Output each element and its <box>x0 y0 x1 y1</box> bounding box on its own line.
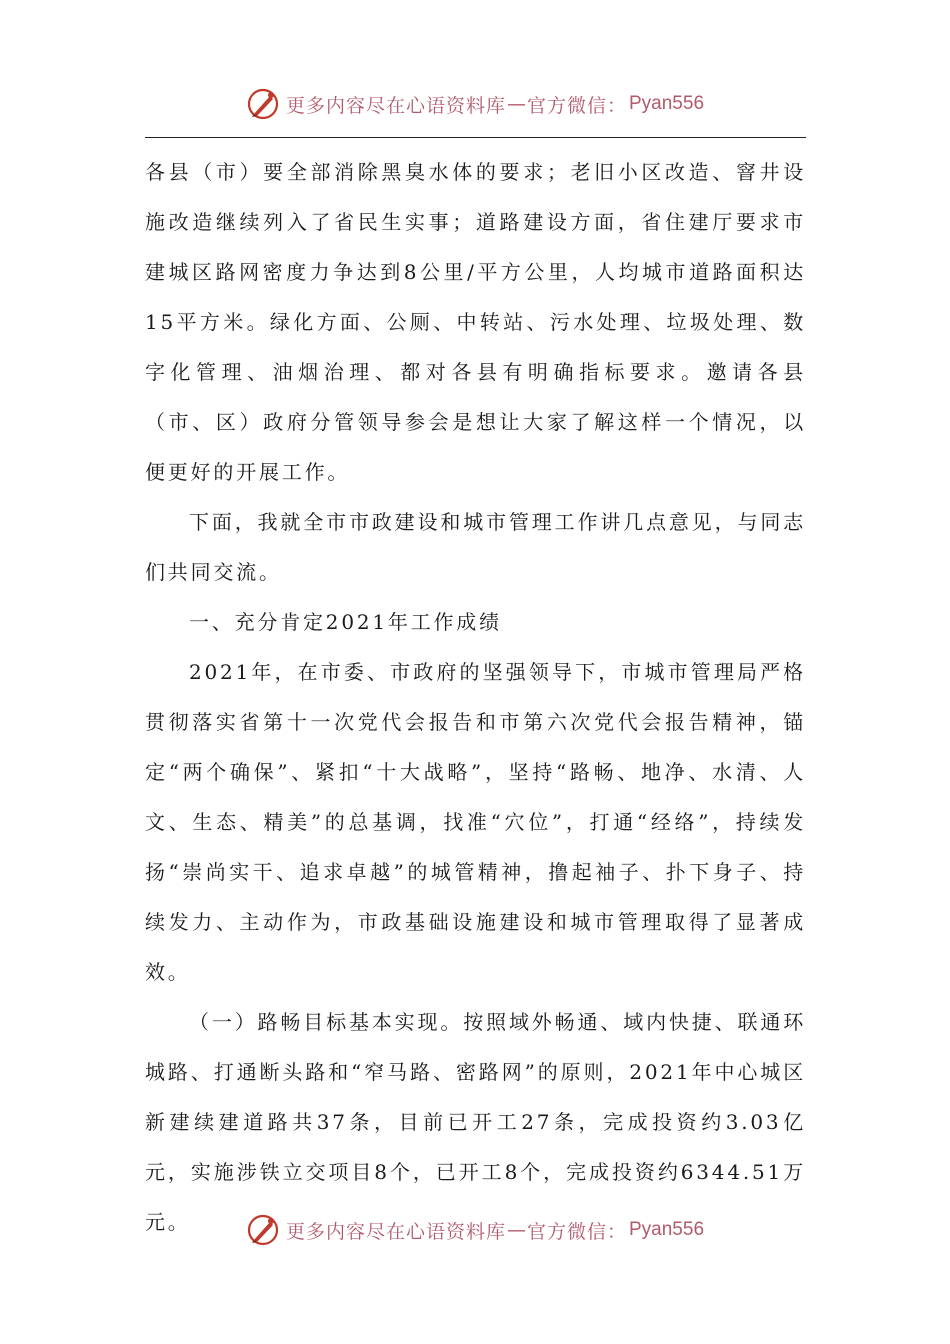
paragraph-4: （一）路畅目标基本实现。按照域外畅通、域内快捷、联通环城路、打通断头路和“窄马路、密路网”的原则，2021年中心城区新建续建道路共37条，目前已开工27条，完成投资约3.03亿元，实施涉铁立交项目8个，已开工8个，完成投资约6344.51万元。 <box>145 1010 806 1234</box>
document-body <box>145 147 806 1247</box>
paragraph-3: 2021年，在市委、市政府的坚强领导下，市城市管理局严格贯彻落实省第十一次党代会报告和市第六次党代会报告精神，锚定“两个确保”、紧扣“十大战略”，坚持“路畅、地净、水清、人文、生态、精美”的总基调，找准“穴位”，打通“经络”，持续发扬“崇尚实干、追求卓越”的城管精神，撸起袖子、扑下身子、持续发力、主动作为，市政基础设施建设和城市管理取得了显著成效。 <box>145 660 806 984</box>
header-banner <box>0 84 950 124</box>
footer-wechat-id: Pyan556 <box>629 1219 705 1240</box>
footer-banner <box>0 1210 950 1250</box>
header-wechat-id: Pyan556 <box>629 93 705 114</box>
paragraph-1: 各县（市）要全部消除黑臭水体的要求；老旧小区改造、窨井设施改造继续列入了省民生实事；道路建设方面，省住建厅要求市建城区路网密度力争达到8公里/平方公里，人均城市道路面积达15平方米。绿化方面、公厕、中转站、污水处理、垃圾处理、数字化管理、油烟治理、都对各县有明确指标要求。邀请各县（市、区）政府分管领导参会是想让大家了解这样一个情况，以便更好的开展工作。 <box>145 160 806 484</box>
section-heading-1: 一、充分肯定2021年工作成绩 <box>189 610 502 634</box>
header-wechat-label: 官方微信： <box>526 94 627 117</box>
pen-logo-icon <box>246 1213 280 1247</box>
header-divider <box>145 137 806 138</box>
footer-wechat-label: 官方微信： <box>526 1220 627 1243</box>
footer-separator: — <box>506 1219 526 1241</box>
footer-site-name: 更多内容尽在心语资料库 <box>285 1220 506 1243</box>
header-separator: — <box>506 93 526 115</box>
paragraph-2: 下面，我就全市市政建设和城市管理工作讲几点意见，与同志们共同交流。 <box>145 510 806 584</box>
pen-logo-icon <box>246 87 280 121</box>
header-site-name: 更多内容尽在心语资料库 <box>285 94 506 117</box>
